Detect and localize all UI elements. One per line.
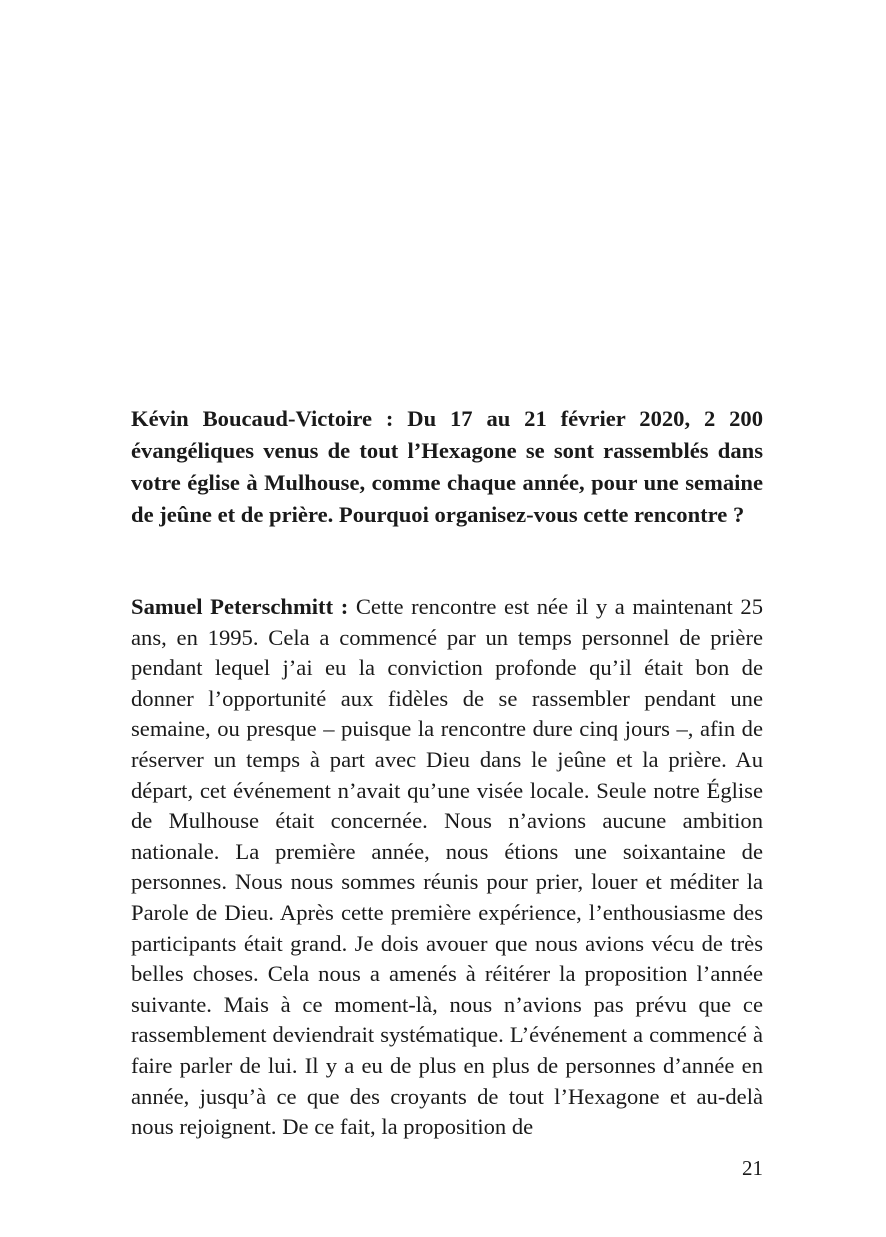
interview-answer xyxy=(131,592,763,1143)
answer-speaker: Samuel Peterschmitt : xyxy=(131,594,349,619)
answer-body: Cette rencontre est née il y a maintenant 25 ans, en 1995. Cela a commencé par un temps personnel de prière pendant lequel j’ai eu la conviction profonde qu’il était bon de donner l’opportunité aux fidèles de se rassembler pendant une semaine, ou presque – puisque la rencontre dure cinq jours –, afin de réserver un temps à part avec Dieu dans le jeûne et la prière. Au départ, cet événement n’avait qu’une visée locale. Seule notre Église de Mulhouse était concernée. Nous n’avions aucune ambition nationale. La première année, nous étions une soixantaine de personnes. Nous nous sommes réunis pour prier, louer et méditer la Parole de Dieu. Après cette première expérience, l’enthousiasme des participants était grand. Je dois avouer que nous avions vécu de très belles choses. Cela nous a amenés à réitérer la proposition l’année suivante. Mais à ce moment-là, nous n’avions pas prévu que ce rassemblement deviendrait systématique. L’événement a commencé à faire parler de lui. Il y a eu de plus en plus de personnes d’année en année, jusqu’à ce que des croyants de tout l’Hexagone et au-delà nous rejoignent. De ce fait, la proposition de xyxy=(131,594,763,1140)
page-number: 21 xyxy=(742,1156,763,1180)
interview-question: Kévin Boucaud-Victoire : Du 17 au 21 février 2020, 2 200 évangéliques venus de tout l’Hexagone se sont rassemblés dans votre église à Mulhouse, comme chaque année, pour une semaine de jeûne et de prière. Pourquoi organisez-vous cette rencontre ? xyxy=(131,406,763,527)
